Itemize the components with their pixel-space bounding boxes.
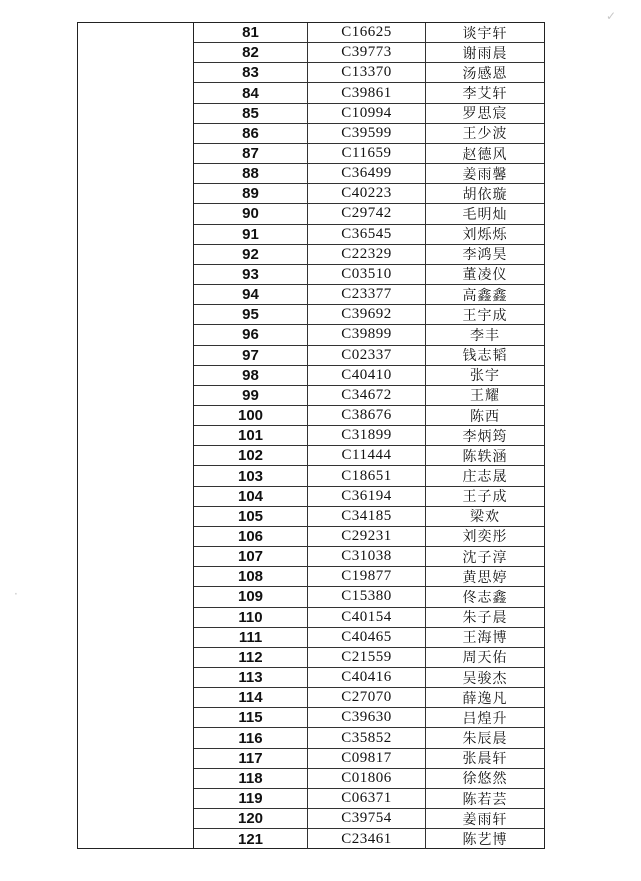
row-number: 90 [194,204,308,223]
row-number: 113 [194,668,308,687]
row-number: 100 [194,406,308,425]
student-code: C36499 [308,164,426,183]
table-row [194,225,544,245]
student-name: 钱志韬 [462,348,508,365]
table-row [194,305,544,325]
row-number: 92 [194,245,308,264]
student-name: 陈若芸 [462,791,508,808]
student-code: C40410 [308,366,426,385]
student-name: 王海博 [462,630,508,647]
row-number: 91 [194,225,308,244]
student-name: 李丰 [470,327,500,344]
student-name: 徐悠然 [462,771,508,788]
table-row [194,144,544,164]
row-number: 118 [194,769,308,788]
table-row [194,487,544,507]
student-code: C39773 [308,43,426,62]
student-name: 梁欢 [470,509,500,526]
scan-mark-top-right: ✓ [606,9,617,23]
row-number: 96 [194,325,308,344]
row-number: 94 [194,285,308,304]
student-code: C02337 [308,346,426,365]
row-number: 103 [194,466,308,485]
student-name: 王宇成 [462,307,508,324]
row-number: 110 [194,608,308,627]
student-name: 周天佑 [462,650,508,667]
row-number: 83 [194,63,308,82]
table-row [194,708,544,728]
student-code: C39899 [308,325,426,344]
student-code: C39861 [308,83,426,102]
student-code: C29231 [308,527,426,546]
student-code: C39692 [308,305,426,324]
table-row [194,83,544,103]
student-name: 谈宇轩 [462,25,508,42]
row-number: 98 [194,366,308,385]
table-row [194,23,544,43]
student-code: C34672 [308,386,426,405]
table-row [194,789,544,809]
student-code: C40465 [308,628,426,647]
student-code: C40223 [308,184,426,203]
student-code: C18651 [308,466,426,485]
student-code: C29742 [308,204,426,223]
row-number: 115 [194,708,308,727]
row-number: 99 [194,386,308,405]
row-number: 120 [194,809,308,828]
row-number: 107 [194,547,308,566]
student-name: 李艾轩 [462,86,508,103]
student-code: C39630 [308,708,426,727]
row-number: 108 [194,567,308,586]
student-code: C27070 [308,688,426,707]
student-code: C23377 [308,285,426,304]
student-name: 王少波 [462,126,508,143]
student-code: C01806 [308,769,426,788]
student-code: C23461 [308,829,426,849]
table-row [194,406,544,426]
student-name: 谢雨晨 [462,45,508,62]
row-number: 119 [194,789,308,808]
student-code: C11659 [308,144,426,163]
student-name: 董凌仪 [462,267,508,284]
table-row [194,769,544,789]
row-number: 85 [194,104,308,123]
row-number: 88 [194,164,308,183]
row-number: 112 [194,648,308,667]
student-name: 赵德风 [462,146,508,163]
student-code: C38676 [308,406,426,425]
student-name: 薛逸凡 [462,690,508,707]
row-number: 84 [194,83,308,102]
student-code: C39754 [308,809,426,828]
table-row [194,628,544,648]
scan-dot-left: · [14,587,18,601]
student-name: 罗思宸 [462,106,508,123]
table-row [194,809,544,829]
table-row [194,446,544,466]
table-row [194,386,544,406]
student-code: C31899 [308,426,426,445]
student-name: 刘奕彤 [462,529,508,546]
row-number: 82 [194,43,308,62]
student-code: C09817 [308,749,426,768]
student-name: 刘烁烁 [462,227,508,244]
table-row [194,366,544,386]
table-row [194,43,544,63]
student-name: 庄志晟 [462,469,508,486]
student-name: 陈西 [470,408,500,425]
student-name: 佟志鑫 [462,589,508,606]
student-code: C22329 [308,245,426,264]
student-code: C13370 [308,63,426,82]
table-row [194,184,544,204]
student-name: 汤感恩 [462,65,508,82]
row-number: 117 [194,749,308,768]
table-row [194,507,544,527]
table-row [194,124,544,144]
student-code: C06371 [308,789,426,808]
student-name: 朱子晨 [462,610,508,627]
student-code: C11444 [308,446,426,465]
row-number: 106 [194,527,308,546]
student-name: 陈艺博 [462,832,508,849]
roster-rows [194,23,544,848]
merged-left-column [78,23,194,848]
student-code: C34185 [308,507,426,526]
table-row [194,204,544,224]
student-code: C19877 [308,567,426,586]
table-row [194,164,544,184]
student-code: C31038 [308,547,426,566]
student-name: 李炳筠 [462,428,508,445]
row-number: 87 [194,144,308,163]
student-name: 王耀 [470,388,500,405]
row-number: 109 [194,587,308,606]
row-number: 121 [194,829,308,849]
row-number: 86 [194,124,308,143]
row-number: 114 [194,688,308,707]
row-number: 102 [194,446,308,465]
table-row [194,265,544,285]
table-row [194,829,544,849]
table-row [194,749,544,769]
table-row [194,728,544,748]
student-name: 李鸿昊 [462,247,508,264]
table-row [194,346,544,366]
table-row [194,587,544,607]
table-row [194,245,544,265]
table-row [194,567,544,587]
table-row [194,547,544,567]
student-name: 朱辰晨 [462,731,508,748]
student-name: 黄思婷 [462,569,508,586]
student-code: C21559 [308,648,426,667]
table-row [194,688,544,708]
row-number: 97 [194,346,308,365]
table-row [194,325,544,345]
student-name: 胡依璇 [462,186,508,203]
student-code: C40416 [308,668,426,687]
table-row [194,63,544,83]
table-row [194,608,544,628]
student-name: 姜雨馨 [462,166,508,183]
student-name: 姜雨轩 [462,811,508,828]
row-number: 111 [194,628,308,647]
student-code: C16625 [308,23,426,42]
table-row [194,527,544,547]
student-code: C39599 [308,124,426,143]
table-row [194,426,544,446]
student-name: 毛明灿 [462,206,508,223]
student-name: 沈子淳 [462,549,508,566]
row-number: 116 [194,728,308,747]
table-row [194,285,544,305]
student-name: 王子成 [462,489,508,506]
table-row [194,668,544,688]
row-number: 95 [194,305,308,324]
student-name: 高鑫鑫 [462,287,508,304]
student-name: 吴骏杰 [462,670,508,687]
student-name: 陈轶涵 [462,448,508,465]
table-row [194,648,544,668]
student-code: C35852 [308,728,426,747]
student-name: 张晨轩 [462,751,508,768]
student-name: 吕煌升 [462,710,508,727]
student-code: C36194 [308,487,426,506]
student-name: 张宇 [470,368,500,385]
row-number: 101 [194,426,308,445]
row-number: 89 [194,184,308,203]
student-code: C15380 [308,587,426,606]
row-number: 81 [194,23,308,42]
student-code: C36545 [308,225,426,244]
roster-table [77,22,545,849]
row-number: 105 [194,507,308,526]
student-code: C10994 [308,104,426,123]
table-row [194,466,544,486]
row-number: 93 [194,265,308,284]
row-number: 104 [194,487,308,506]
student-code: C03510 [308,265,426,284]
table-row [194,104,544,124]
student-code: C40154 [308,608,426,627]
